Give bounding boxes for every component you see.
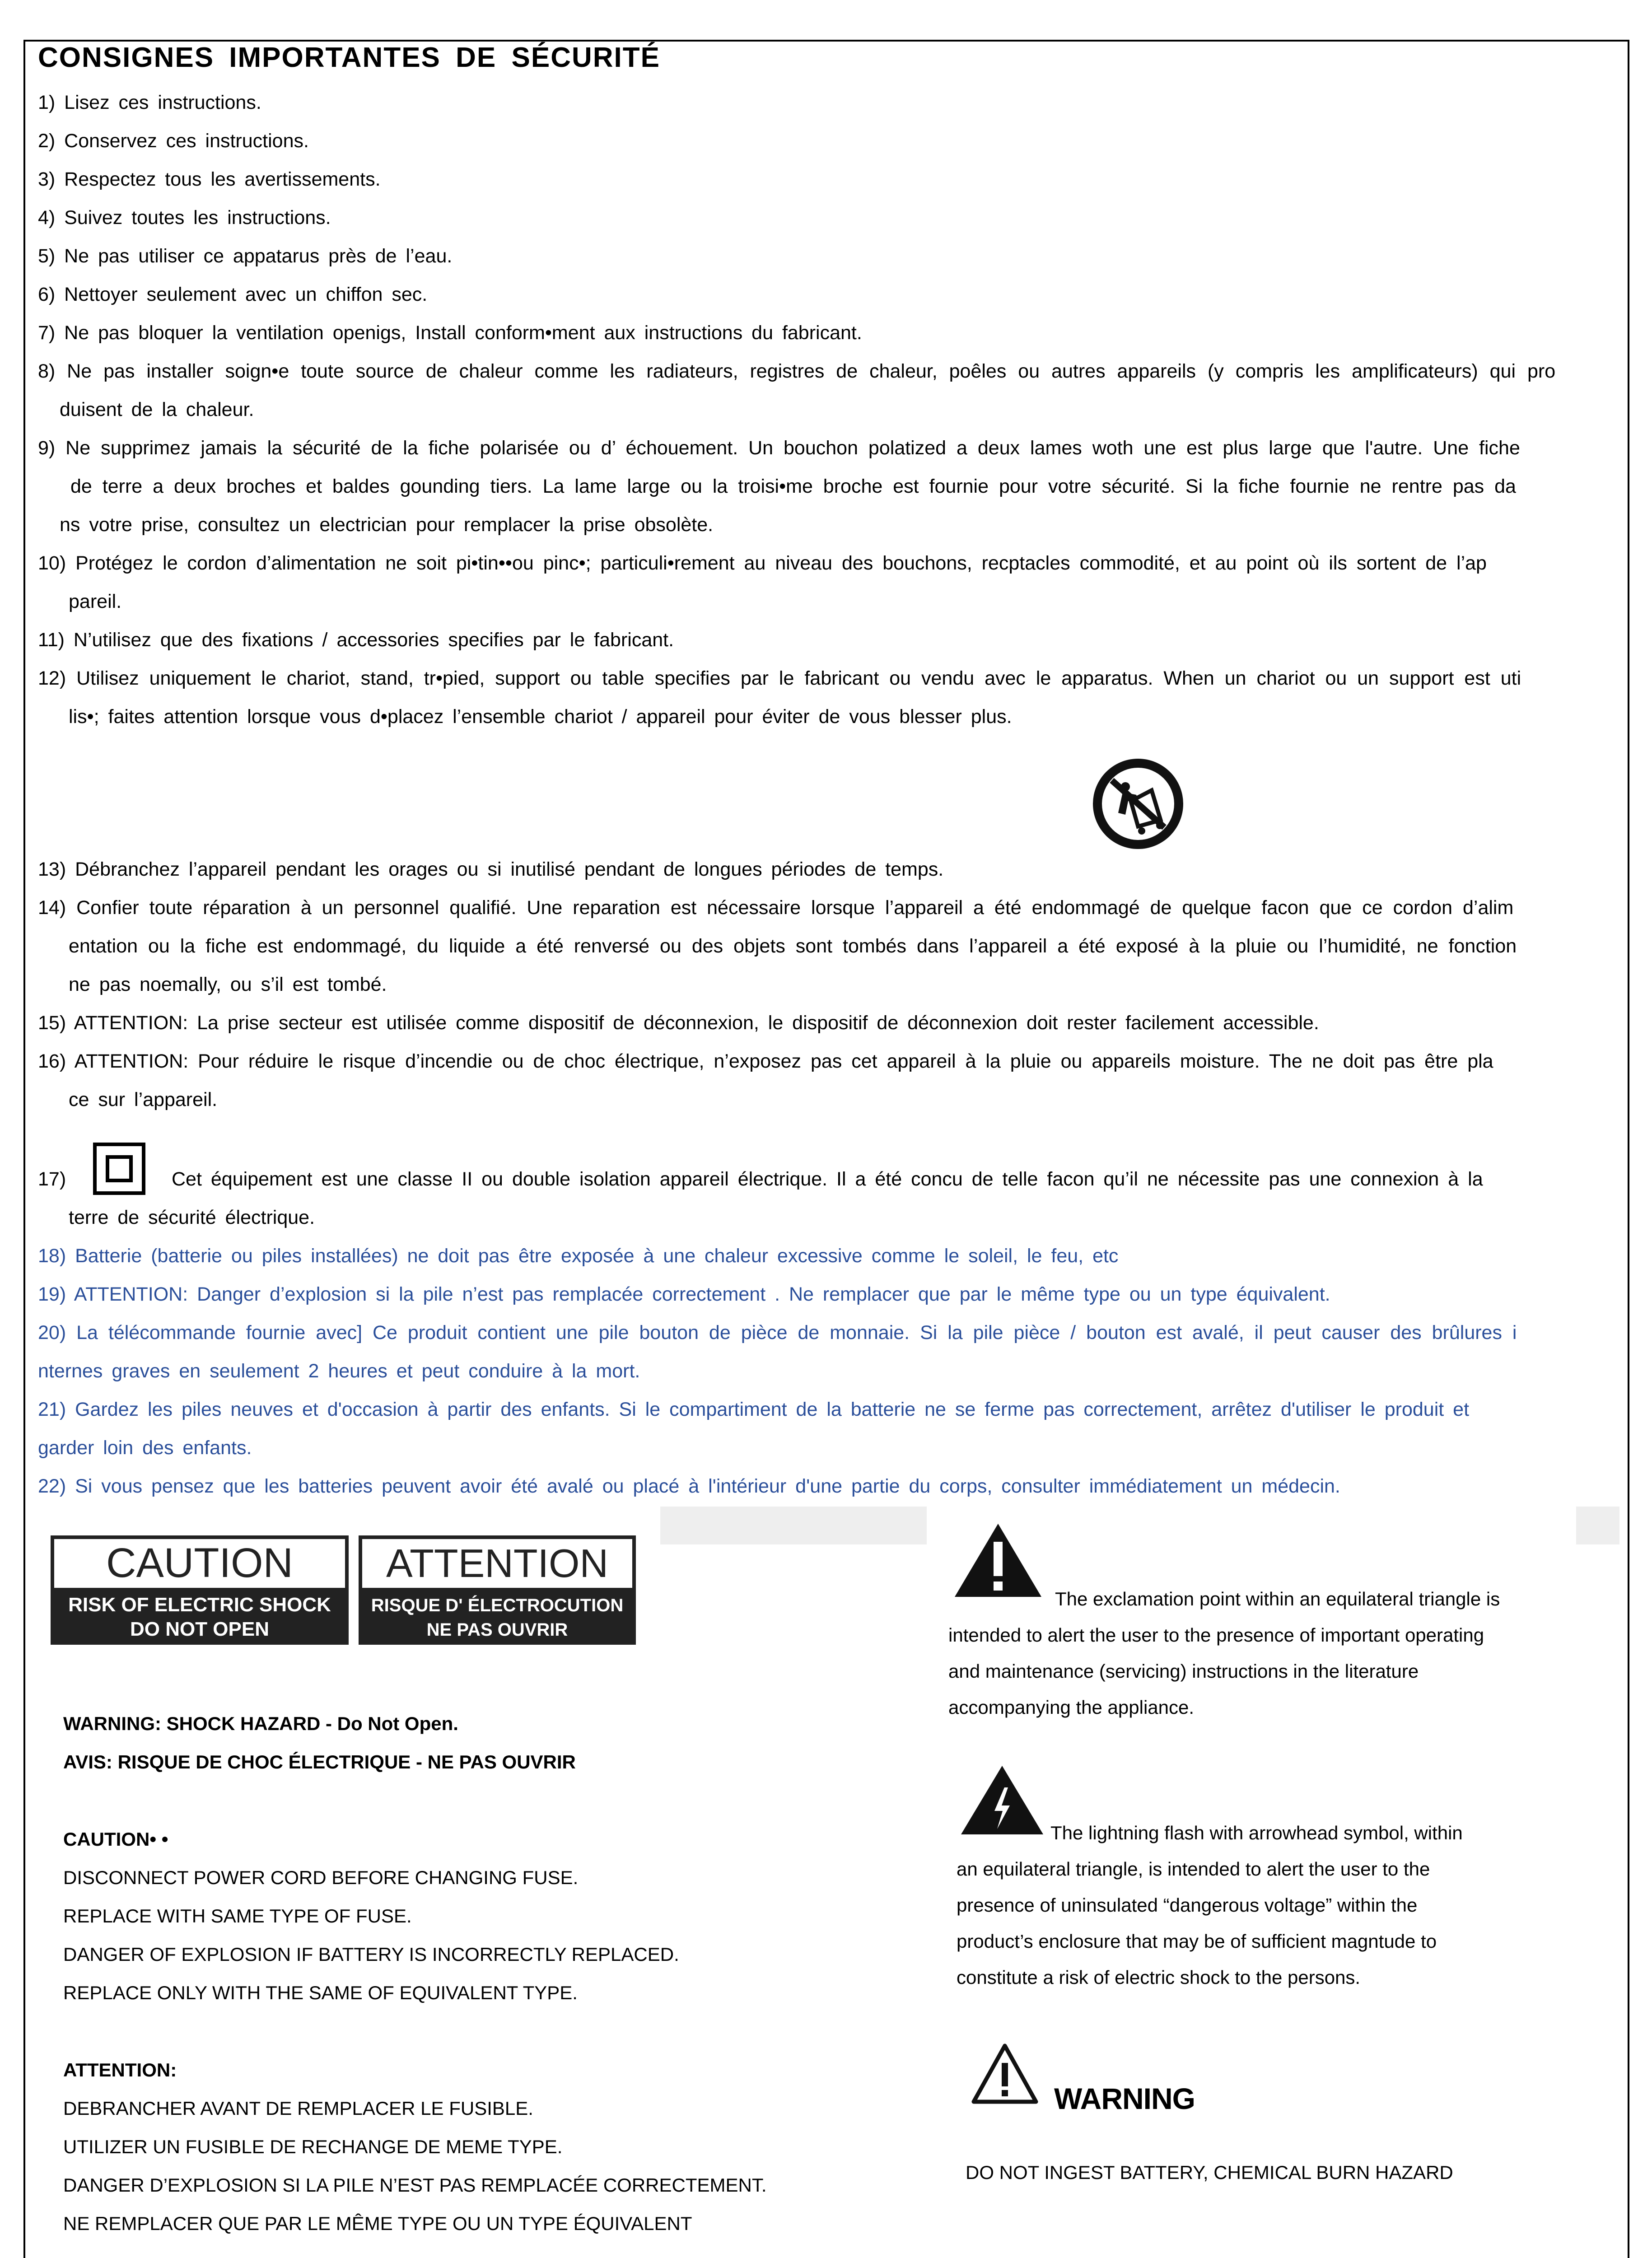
lightning-triangle-icon [959,1764,1045,1836]
item-12: 12) Utilisez uniquement le chariot, stand, tr•pied, support ou table specifies par le fabricant ou vendu avec le apparatus. When un chariot ou un support est uti [38,667,1521,689]
item-8: 8) Ne pas installer soign•e toute source de chaleur comme les radiateurs, registres de chaleur, poêles ou autres appareils (y compris les amplificateurs) qui pro [38,360,1556,382]
caution-line-2: REPLACE WITH SAME TYPE OF FUSE. [63,1905,412,1927]
item-13: 13) Débranchez l’appareil pendant les orages ou si inutilisé pendant de longues périodes de temps. [38,858,944,880]
attention-heading: ATTENTION: [63,2059,177,2081]
caution-heading: CAUTION• • [63,1829,168,1850]
item-14-cont2: ne pas noemally, ou s’il est tombé. [69,974,387,995]
item-12-cont: lis•; faites attention lorsque vous d•placez l’ensemble chariot / appareil pour éviter de vous blesser plus. [69,706,1012,728]
item-17-cont: terre de sécurité électrique. [69,1207,315,1228]
exclamation-text-1: The exclamation point within an equilateral triangle is [1055,1588,1500,1610]
lightning-text-3: presence of uninsulated “dangerous voltage” within the [957,1894,1418,1916]
attention-label-line2: NE PAS OUVRIR [426,1620,568,1640]
item-16: 16) ATTENTION: Pour réduire le risque d’incendie ou de choc électrique, n’exposez pas cet appareil à la pluie ou appareils moisture. The ne doit pas être pla [38,1050,1493,1072]
item-14-cont1: entation ou la fiche est endommagé, du liquide a été renversé ou des objets sont tombés dans l’appareil a été exposé à la pluie ou l’humidité, ne fonction [69,935,1517,957]
item-5: 5) Ne pas utiliser ce appatarus près de l’eau. [38,245,453,267]
warning-triangle-icon [971,2043,1039,2104]
item-22: 22) Si vous pensez que les batteries peuvent avoir été avalé ou placé à l'intérieur d'une partie du corps, consulter immédiatement un médecin. [38,1475,1340,1497]
item-2: 2) Conservez ces instructions. [38,130,309,152]
item-4: 4) Suivez toutes les instructions. [38,207,331,229]
double-insulation-icon [92,1142,146,1196]
item-6: 6) Nettoyer seulement avec un chiffon sec. [38,284,428,305]
item-21-cont: garder loin des enfants. [38,1437,252,1459]
item-8-cont: duisent de la chaleur. [60,399,254,420]
caution-label-line1: RISK OF ELECTRIC SHOCK [68,1594,331,1616]
attention-line-2: UTILIZER UN FUSIBLE DE RECHANGE DE MEME TYPE. [63,2136,563,2157]
item-20: 20) La télécommande fournie avec] Ce produit contient une pile bouton de pièce de monnaie. Si la pile pièce / bouton est avalé, il peut causer des brûlures i [38,1322,1517,1344]
attention-label-title: ATTENTION [386,1541,609,1586]
warning-text: DO NOT INGEST BATTERY, CHEMICAL BURN HAZARD [966,2162,1453,2183]
item-16-cont: ce sur l’appareil. [69,1089,218,1110]
item-10: 10) Protégez le cordon d’alimentation ne soit pi•tin••ou pinc•; particuli•rement au niveau des bouchons, recptacles commodité, et au point où ils sortent de l’ap [38,552,1487,574]
lightning-text-4: product’s enclosure that may be of sufficient magntude to [957,1931,1437,1952]
cart-tip-over-icon [1084,754,1192,854]
item-14: 14) Confier toute réparation à un personnel qualifié. Une reparation est nécessaire lorsque l’appareil a été endommagé de quelque facon que ce cordon d’alim [38,897,1514,919]
exclamation-text-2: intended to alert the user to the presence of important operating [948,1624,1484,1646]
item-20-cont: nternes graves en seulement 2 heures et peut conduire à la mort. [38,1360,640,1382]
caution-line-3: DANGER OF EXPLOSION IF BATTERY IS INCORRECTLY REPLACED. [63,1944,679,1965]
lightning-text-1: The lightning flash with arrowhead symbol, within [1050,1822,1463,1843]
caution-label-title: CAUTION [106,1540,293,1586]
item-3: 3) Respectez tous les avertissements. [38,168,381,190]
attention-line-3: DANGER D’EXPLOSION SI LA PILE N’EST PAS REMPLACÉE CORRECTEMENT. [63,2174,767,2196]
item-7: 7) Ne pas bloquer la ventilation openigs, Install conform•ment aux instructions du fabricant. [38,322,862,344]
item-21: 21) Gardez les piles neuves et d'occasion à partir des enfants. Si le compartiment de la batterie ne se ferme pas correctement, arrêtez d'utiliser le produit et [38,1399,1470,1420]
attention-label-line1: RISQUE D' ÉLECTROCUTION [371,1596,624,1615]
item-17-number: 17) [38,1168,66,1190]
page-title: CONSIGNES IMPORTANTES DE SÉCURITÉ [38,42,660,73]
item-10-cont: pareil. [69,591,122,612]
item-9-cont1: de terre a deux broches et baldes gounding tiers. La lame large ou la troisi•me broche est fournie pour votre sécurité. Si la fiche fournie ne rentre pas da [70,476,1516,497]
item-1: 1) Lisez ces instructions. [38,92,261,113]
shock-warning-en: WARNING: SHOCK HAZARD - Do Not Open. [63,1713,458,1734]
exclamation-triangle-icon [953,1522,1043,1599]
gray-bar [660,1507,927,1544]
shock-warning-fr: AVIS: RISQUE DE CHOC ÉLECTRIQUE - NE PAS OUVRIR [63,1751,576,1773]
attention-line-1: DEBRANCHER AVANT DE REMPLACER LE FUSIBLE. [63,2098,533,2119]
item-18: 18) Batterie (batterie ou piles installées) ne doit pas être exposée à une chaleur excessive comme le soleil, le feu, etc [38,1245,1119,1267]
exclamation-text-4: accompanying the appliance. [948,1697,1195,1718]
item-9: 9) Ne supprimez jamais la sécurité de la fiche polarisée ou d’ échouement. Un bouchon polatized a deux lames woth une est plus large que l'autre. Une fiche [38,437,1520,459]
exclamation-text-3: and maintenance (servicing) instructions in the literature [948,1661,1419,1682]
warning-title: WARNING [1054,2082,1195,2115]
caution-label-line2: DO NOT OPEN [130,1618,270,1640]
item-11: 11) N’utilisez que des fixations / accessories specifies par le fabricant. [38,629,674,651]
item-19: 19) ATTENTION: Danger d’explosion si la pile n’est pas remplacée correctement . Ne remplacer que par le même type ou un type équivalent. [38,1283,1330,1305]
gray-bar [1576,1507,1619,1544]
attention-label [359,1535,636,1645]
lightning-text-5: constitute a risk of electric shock to the persons. [957,1967,1361,1988]
caution-line-4: REPLACE ONLY WITH THE SAME OF EQUIVALENT TYPE. [63,1982,578,2003]
caution-label [51,1535,349,1645]
item-17: Cet équipement est une classe II ou double isolation appareil électrique. Il a été concu de telle facon qu’il ne nécessite pas une connexion à la [172,1168,1483,1190]
caution-line-1: DISCONNECT POWER CORD BEFORE CHANGING FUSE. [63,1867,579,1888]
item-9-cont2: ns votre prise, consultez un electrician pour remplacer la prise obsolète. [60,514,714,536]
attention-line-4: NE REMPLACER QUE PAR LE MÊME TYPE OU UN TYPE ÉQUIVALENT [63,2213,692,2234]
item-15: 15) ATTENTION: La prise secteur est utilisée comme dispositif de déconnexion, le dispositif de déconnexion doit rester facilement accessible. [38,1012,1319,1034]
lightning-text-2: an equilateral triangle, is intended to alert the user to the [957,1858,1430,1880]
